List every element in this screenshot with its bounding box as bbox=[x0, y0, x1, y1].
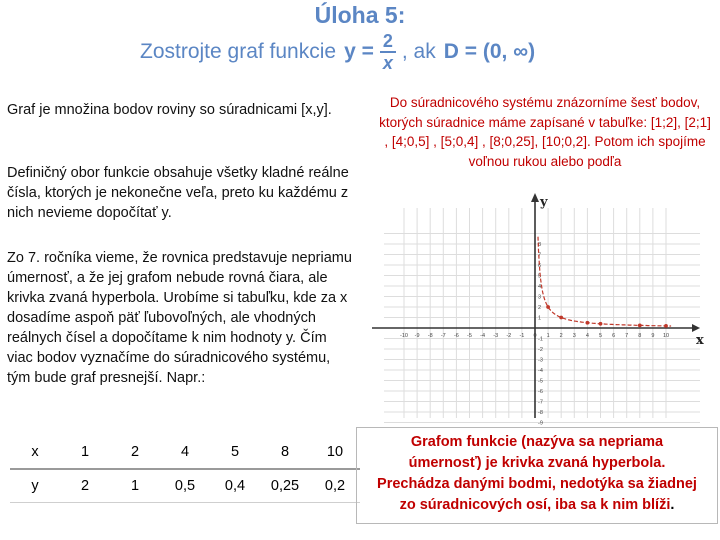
x-tick-label: -10 bbox=[400, 333, 408, 339]
table-cell: x bbox=[10, 436, 60, 469]
x-tick-label: 2 bbox=[559, 333, 563, 339]
x-tick-label: 8 bbox=[638, 333, 642, 339]
prompt-text: Zostrojte graf funkcie bbox=[140, 40, 337, 63]
x-tick-label: 0 bbox=[533, 333, 537, 339]
y-tick-label: 2 bbox=[538, 305, 542, 311]
hyperbola-graph bbox=[352, 188, 718, 427]
task-prompt bbox=[140, 28, 535, 76]
x-tick-label: -6 bbox=[453, 333, 459, 339]
conclusion-line bbox=[357, 495, 717, 516]
table-cell: 2 bbox=[60, 469, 110, 503]
x-tick-label: -1 bbox=[519, 333, 525, 339]
graph-area bbox=[352, 188, 718, 427]
table-cell: 10 bbox=[310, 436, 360, 469]
table-cell: 0,4 bbox=[210, 469, 260, 503]
x-tick-label: -5 bbox=[467, 333, 472, 339]
y-tick-label: 7 bbox=[538, 252, 542, 259]
x-tick-label: 4 bbox=[585, 333, 589, 339]
conclusion-line-end: . bbox=[670, 497, 675, 513]
table-cell: 0,2 bbox=[310, 469, 360, 503]
table-cell: 5 bbox=[210, 436, 260, 469]
function-lhs: y = bbox=[344, 40, 374, 63]
conclusion-line: úmernosť) je krivka zvaná hyperbola. bbox=[408, 455, 666, 471]
table-row-y bbox=[10, 469, 360, 503]
table-cell: 1 bbox=[110, 469, 160, 503]
table-cell: 2 bbox=[110, 436, 160, 469]
x-tick-label: 10 bbox=[662, 333, 670, 339]
x-tick-label: -9 bbox=[414, 333, 420, 339]
x-tick-label: 1 bbox=[546, 333, 550, 339]
function-fraction bbox=[380, 31, 396, 73]
y-tick-label: -3 bbox=[538, 357, 543, 364]
x-tick-label: -8 bbox=[427, 333, 433, 339]
hyperbola-curve bbox=[538, 237, 671, 326]
fraction-numerator: 2 bbox=[380, 31, 396, 53]
x-tick-label: 6 bbox=[612, 333, 616, 339]
data-point bbox=[664, 324, 668, 328]
y-axis-arrow bbox=[531, 193, 539, 202]
x-tick-label: 9 bbox=[651, 333, 655, 339]
y-tick-label: -6 bbox=[538, 389, 543, 395]
table-cell: 8 bbox=[260, 436, 310, 469]
x-tick-label: 3 bbox=[572, 333, 576, 339]
paragraph-domain: Definičný obor funkcie obsahuje všetky kladné reálne čísla, ktorých je nekonečne veľa, preto ku každému z nich nevieme dopočítať y. bbox=[7, 165, 349, 221]
paragraph-graph-definition: Graf je množina bodov roviny so súradnicami [x,y]. bbox=[7, 102, 332, 118]
y-tick-label: -5 bbox=[538, 378, 543, 385]
task-title: Úloha 5: bbox=[314, 2, 406, 28]
y-tick-label: 1 bbox=[538, 315, 542, 322]
data-point bbox=[586, 321, 590, 325]
conclusion-line: Prechádza danými bodmi, nedotýka sa žiadnej bbox=[377, 476, 697, 492]
x-tick-label: -4 bbox=[480, 333, 486, 339]
x-tick-label: -3 bbox=[493, 333, 499, 339]
fraction-denominator: x bbox=[382, 53, 393, 73]
value-table bbox=[10, 436, 360, 503]
y-tick-label: -4 bbox=[538, 368, 543, 374]
y-tick-label: -8 bbox=[538, 410, 543, 416]
y-tick-label: 6 bbox=[538, 263, 542, 269]
y-tick-label: -7 bbox=[538, 399, 543, 406]
y-tick-label: -9 bbox=[538, 420, 543, 427]
table-cell: y bbox=[10, 469, 60, 503]
y-tick-label: 8 bbox=[538, 242, 542, 248]
table-cell: 0,25 bbox=[260, 469, 310, 503]
table-cell: 0,5 bbox=[160, 469, 210, 503]
table-row-x bbox=[10, 436, 360, 469]
instructions-text: Do súradnicového systému znázorníme šesť bodov, ktorých súradnice máme zapísané v tabuľke: [1;2], [2;1] , [4;0,5] , [5;0,4] , [8;0,25], [10;0,2]. Potom ich spojíme voľnou rukou alebo podľa bbox=[379, 95, 711, 169]
y-tick-label: 3 bbox=[538, 294, 542, 301]
domain-definition: D = (0, ∞) bbox=[443, 40, 536, 63]
x-tick-label: 5 bbox=[598, 333, 603, 339]
data-point bbox=[559, 316, 563, 320]
x-axis-label: x bbox=[696, 333, 704, 348]
x-tick-label: 7 bbox=[625, 333, 629, 339]
data-point bbox=[599, 322, 603, 326]
x-axis-arrow bbox=[692, 324, 700, 332]
y-tick-label: 4 bbox=[538, 284, 542, 290]
y-tick-label: 5 bbox=[538, 273, 542, 280]
x-tick-label: -2 bbox=[506, 333, 512, 339]
data-point bbox=[546, 305, 550, 309]
table-cell: 1 bbox=[60, 436, 110, 469]
conclusion-box bbox=[356, 427, 718, 524]
y-tick-label: -1 bbox=[538, 336, 543, 343]
y-tick-label: -2 bbox=[538, 347, 543, 353]
domain-prefix: , ak bbox=[401, 40, 436, 63]
x-tick-label: -7 bbox=[440, 333, 446, 339]
conclusion-line-text: zo súradnicových osí, iba sa k nim blíži bbox=[399, 497, 671, 513]
paragraph-method: Zo 7. ročníka vieme, že rovnica predstavuje nepriamu úmernosť, a že jej grafom nebude rovná čiara, ale krivka zvaná hyperbola. Urobíme si tabuľku, kde za x dosadíme aspoň päť ľubovoľných, ale vhodných reálnych čísel a dopočítame k nim hodnoty y. Čím viac bodov vyznačíme do súradnicového systému, tým bude graf presnejší. Napr.: bbox=[7, 250, 352, 386]
data-point bbox=[638, 323, 642, 327]
y-axis-label: y bbox=[540, 195, 548, 210]
conclusion-line: Grafom funkcie (nazýva sa nepriama bbox=[410, 434, 664, 450]
table-cell: 4 bbox=[160, 436, 210, 469]
